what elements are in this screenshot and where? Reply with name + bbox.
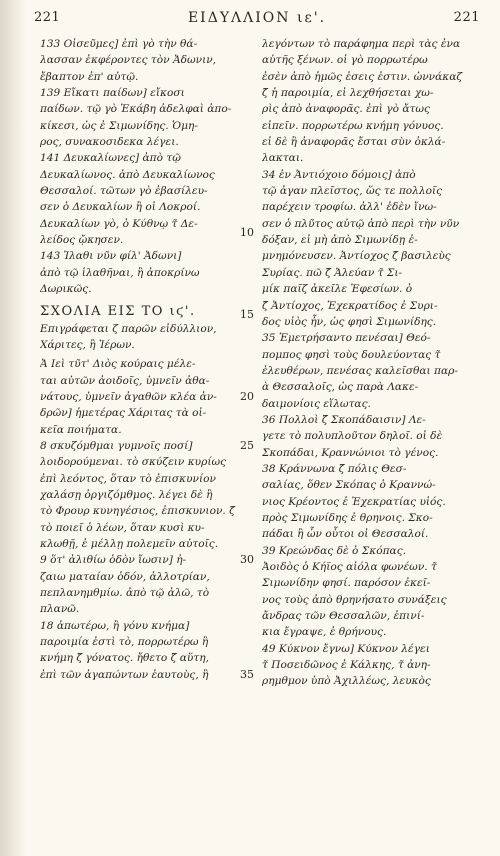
scholion-line: μίκ παῖζ ἀκεῖλε Ἐφεσίων. ὁ	[262, 283, 413, 296]
scholion-line: 139 Εἴκατι παίδων] εἴκοσι	[40, 87, 185, 100]
scholion-line: τῷ ἀγαν πλεῖστος, ὥς τε πολλοῖς	[262, 185, 443, 198]
scholion-line: τὸ Φρουρ κυνηγέσιος, ἐπισκυνιον. ζ̃	[40, 505, 235, 518]
scholion-line: ρὶς ἀπὸ ἀναφορᾶς. ἐπὶ γὸ ἄτως	[262, 103, 430, 116]
scholion-line: πάδαι ἢ ὧν οὗτοι οἱ Θεσσαλοί.	[262, 528, 429, 541]
scholion-line: εἰ δὲ ἢ ἀναφορᾶς ἔσται σὺν ὀκλά-	[262, 136, 446, 149]
scholion-line: τ̃ Ποσειδῶνος ἐ Κάλκης, τ̃ ἀνη-	[262, 659, 431, 672]
scholion-line: πρὸς Σιμωνίδης ἐ θρηνοις. Σκο-	[262, 511, 433, 524]
margin-line-number: 30	[240, 553, 254, 566]
left-column	[40, 36, 236, 683]
scholion-line: ἀπὸ τῷ ἱλαθῆναι, ἢ ἀποκρίνω	[40, 266, 200, 279]
scholion-line: χαλάσῃ ὀργιζόμθμος. λέγει δὲ ἢ	[40, 488, 213, 501]
scholion-line: κνήμη ζ̃ γόνατος. ἤθετο ζ̃ αὕτη,	[40, 652, 209, 665]
scholion-line: τὸ ποιεῖ ὁ λέων, ὅταν κυσὶ κυ-	[40, 521, 205, 534]
scholion-line: 39 Κρεώνδας δὲ ὁ Σκόπας.	[262, 544, 406, 557]
scholion-line: Δωρικῶς.	[40, 283, 92, 296]
scholion-line: ζ̃ ἡ παροιμία, εἰ λεχθήσεται χω-	[262, 87, 434, 100]
scholion-line: ὰ Θεσσαλοῖς, ὡς παρὰ Λακε-	[262, 381, 419, 394]
page-number-left: 221	[34, 10, 61, 25]
scholia-heading: ΣΧΟΛΙΑ ΕΙΣ ΤΟ ιϛ'.	[40, 303, 196, 319]
scholion-line: νος τοὺς ἀπὸ θρηνήσατο συνάξεις	[262, 593, 447, 606]
scholion-line: Συρίας. πῶ ζ̃ Ἀλεύαν τ̃ Σι-	[262, 266, 403, 279]
scholion-line: ρημθμον ὑπὸ Ἀχιλλέως, λευκὸς	[262, 675, 431, 688]
scholion-line: ται αὐτῶν ἀοιδοῖς, ὑμνεῖν ἀθα-	[40, 374, 210, 387]
scholion-line: ἄνδρας τῶν Θεσσαλῶν, ἐπινί-	[262, 610, 425, 623]
scholion-line: ρος, συνακοσιδεκα λέγει.	[40, 136, 179, 149]
scholion-line: λακται.	[262, 152, 304, 165]
scholion-line: Ἀ Ιεὶ τῦτ' Διὸς κούραις μέλε-	[40, 358, 196, 371]
scholion-line: Ἀοιδὸς ὁ Κήϊος αἰόλα φωνέων. τ̃	[262, 561, 437, 573]
scholion-line: γετε τὸ πολυπλοῦτον δηλοῖ. οἱ δὲ	[262, 430, 443, 443]
scholion-line: πεπλανημθμίω. ἀπὸ τῷ ἀλῶ, τὸ	[40, 587, 210, 599]
scholion-line: ἐσὲν ἀπὸ ἡμῶς ἐσεις ἐστιν. ὠννάκαζ	[262, 70, 463, 83]
scholion-line: 49 Κύκνον ἔγνω] Κύκνον λέγει	[262, 642, 430, 655]
scholion-line: 133 Οἰσεῦμες] ἐπὶ γὸ τὴν θά-	[40, 38, 198, 50]
margin-line-number: 20	[240, 390, 254, 403]
scholion-line: δαιμονίοις εἵλωτας.	[262, 397, 371, 410]
scholion-line: αὐτῆς ξένων. οἱ γὸ πορρωτέρω	[262, 54, 428, 67]
scholion-line: εἰπεῖν. πορρωτέρω κνήμη γόνυος.	[262, 119, 444, 132]
scholion-line: δος υἱὸς ἦν, ὡς φησὶ Σιμωνίδης.	[262, 315, 437, 328]
scholion-line: παίδων. τῷ γὸ Ἑκάβη ἀδελφαὶ ἀπο-	[40, 103, 232, 116]
scholion-line: 35 Ἐμετρήσαντο πενέσαι] Θεό-	[262, 332, 431, 345]
scholion-line: 9 ὅτ' ἀλιθίω ὁδὸν ἴωσιν] ἠ-	[40, 554, 187, 567]
scholion-line: νάτους, ὑμνεῖν ἀγαθῶν κλέα ἀν-	[40, 390, 217, 403]
scholion-line: λείδος ᾤκησεν.	[40, 234, 124, 247]
running-header	[34, 10, 480, 32]
running-title: ΕΙΔΥΛΛΙΟΝ ιε'.	[187, 10, 327, 26]
page-number-right: 221	[453, 10, 480, 25]
scholia-subtitle: Επιγράφεται ζ παρῶν εἰδύλλιον,	[40, 322, 217, 335]
scholion-line: 8 σκυζόμθμαι γυμνοῖς ποσί]	[40, 439, 193, 452]
scholion-line: Δευκαλίων γὸ, ὁ Κύθνῳ τ̃ Δε-	[40, 217, 198, 230]
scholion-line: σεν ὁ πλῦτος αὐτῷ ἀπὸ περὶ τὴν νῦν	[262, 217, 460, 230]
scholion-line: κεῖα ποιήματα.	[40, 423, 122, 436]
scholion-line: ἐλευθέρων, πενέσας καλεῖσθαι παρ-	[262, 364, 458, 377]
scholia-subtitle: Χάριτες, ἢ Ἱέρων.	[40, 338, 135, 351]
right-column	[262, 36, 488, 690]
scholion-line: 143 Ἱλαθι νῦν φίλ' Ἀδωνι]	[40, 250, 182, 263]
scholion-line: δρῶν] ἡμετέρας Χάριτας τὰ οἰ-	[40, 407, 207, 420]
scholion-line: νιος Κρέοντος ἐ Ἐχεκρατίας υἱός.	[262, 495, 446, 508]
scholion-line: πλανῶ.	[40, 603, 80, 616]
scholion-line: ἐπὶ λεόντος, ὅταν τὸ ἐπισκυνίον	[40, 472, 216, 485]
scholion-line: ζ̃ Ἀντίοχος, Ἐχεκρατίδος ἐ Συρι-	[262, 299, 438, 312]
scholion-line: κλωθῇ, ἐ μέλλῃ πολεμεῖν αὐτοῖς.	[40, 537, 219, 550]
scholion-line: κίκεσι, ὡς ἐ Σιμωνίδης. Ὁμη-	[40, 119, 198, 132]
scholion-line: Θεσσαλοί. τῶτων γὸ ἐβασίλευ-	[40, 185, 208, 198]
scholion-line: πομπος φησὶ τοὺς δουλεύοντας τ̃	[262, 348, 441, 361]
scholion-line: σαλίας, ὅθεν Σκόπας ὁ Κραννώ-	[262, 479, 436, 492]
scholion-line: σεν ὁ Δευκαλίων ἢ οἱ Λοκροί.	[40, 201, 201, 214]
page-gutter-shadow	[0, 0, 26, 856]
scholion-line: παρέχειν τροφίω. ἀλλ' ἐδὲν ἴνω-	[262, 201, 437, 214]
scholion-line: Σκοπάδαι, Κραννώνιοι τὸ γένος.	[262, 446, 439, 459]
scholion-line: λοιδορούμεναι. τὸ σκύζειν κυρίως	[40, 456, 227, 469]
scholion-line: λασσαν ἐκφέροντες τὸν Ἀδωνιν,	[40, 54, 217, 67]
scholion-line: 141 Δευκαλίωνες] ἀπὸ τῷ	[40, 152, 181, 165]
scholion-line: λεγόντων τὸ παράφημα περὶ τὰς ἐνα	[262, 38, 461, 50]
scholion-line: 38 Κράννωνα ζ̃ πόλις Θεσ-	[262, 462, 407, 475]
margin-line-number: 15	[240, 308, 254, 321]
scholion-line: μνημόνευσεν. Ἀντίοχος ζ̃ βασιλεὺς	[262, 250, 451, 263]
scholion-line: δόξαν, εἰ μὴ ἀπὸ Σιμωνίδῃ ἐ-	[262, 234, 418, 247]
margin-line-number: 10	[240, 226, 254, 239]
scholion-line: 18 ἀπωτέρω, ἢ γόνυ κνήμα]	[40, 619, 190, 632]
margin-line-number: 25	[240, 439, 254, 452]
scholion-line: ζαιω ματαίαν ὁδόν, ἀλλοτρίαν,	[40, 570, 210, 583]
scholion-line: 34 ἐν Ἀντιόχοιο δόμοις] ἀπὸ	[262, 168, 416, 181]
scholion-line: 36 Πολλοὶ ζ̃ Σκοπάδαισιν] Λε-	[262, 413, 426, 426]
scholion-line: παροιμία ἐστὶ τὸ, πορρωτέρω ἢ	[40, 636, 209, 649]
margin-line-number: 35	[240, 668, 254, 681]
scholion-line: Δευκαλίωνος. ἀπὸ Δευκαλίωνος	[40, 168, 215, 181]
scholion-line: Σιμωνίδην φησί. παρόσον ἐκεῖ-	[262, 577, 431, 590]
scholion-line: κια ἔγραψε, ἐ θρήνους.	[262, 626, 387, 639]
scholion-line: ἔβαπτον ἐπ' αὐτῷ.	[40, 70, 139, 83]
scholion-line: ἐπὶ τῶν ἀγαπώντων ἑαυτοὺς, ἢ	[40, 668, 209, 681]
